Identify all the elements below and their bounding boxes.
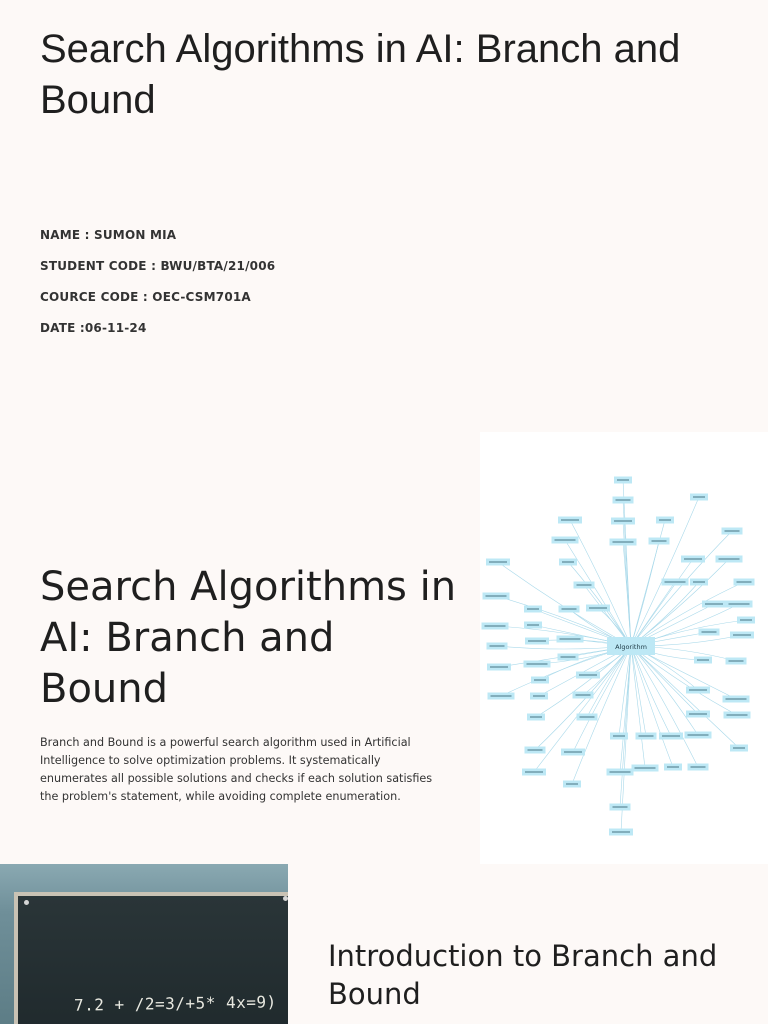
mindmap-edge — [631, 646, 671, 736]
slide1-title: Search Algorithms in AI: Branch and Bound — [40, 27, 681, 122]
mindmap-node-text — [490, 666, 508, 667]
mindmap-node-text — [733, 634, 751, 635]
mindmap-node-text — [527, 663, 548, 664]
mindmap-node-text — [689, 689, 707, 690]
mindmap-node-text — [635, 767, 656, 768]
board-pin — [24, 900, 29, 905]
mindmap-edge — [620, 646, 631, 807]
mindmap-node-text — [740, 619, 752, 620]
student-name: NAME : SUMON MIA — [40, 228, 177, 242]
mindmap-edge — [631, 646, 737, 715]
mindmap-node-text — [659, 519, 671, 520]
mindmap-edge — [565, 540, 631, 646]
mindmap-node-text — [702, 631, 717, 632]
mindmap-node-text — [527, 624, 539, 625]
course-code: COURCE CODE : OEC-CSM701A — [40, 290, 251, 304]
mindmap-node-text — [737, 581, 752, 582]
mindmap-node-text — [665, 581, 686, 582]
mindmap-node-text — [525, 771, 543, 772]
mindmap-node-text — [725, 530, 740, 531]
mindmap-center-label: Algorithm — [615, 643, 647, 651]
mindmap-node-text — [555, 539, 576, 540]
mindmap-node-text — [577, 584, 592, 585]
mindmap-node-text — [534, 679, 546, 680]
mindmap-edge — [631, 646, 645, 768]
mindmap-node-text — [684, 558, 702, 559]
mindmap-node-text — [562, 608, 577, 609]
mindmap-node-text — [688, 734, 709, 735]
mindmap-node-text — [528, 640, 546, 641]
algorithm-mindmap-image — [480, 432, 768, 864]
mindmap-node-text — [613, 541, 634, 542]
chalkboard-photo — [0, 864, 288, 1024]
mindmap-node-text — [729, 603, 750, 604]
mindmap-node-text — [613, 735, 625, 736]
date: DATE :06-11-24 — [40, 321, 147, 335]
mindmap-node-text — [667, 766, 679, 767]
slide3-title: Introduction to Branch and Bound — [328, 939, 718, 1011]
chalkboard-equation: 7.2 + /2=3/+5* 4x=9) — [73, 992, 277, 1015]
mindmap-node-text — [610, 771, 631, 772]
mindmap-node-text — [727, 714, 748, 715]
student-code: STUDENT CODE : BWU/BTA/21/006 — [40, 259, 276, 273]
mindmap-node-text — [580, 716, 595, 717]
mindmap-edge — [631, 646, 646, 736]
mindmap-node-text — [693, 496, 705, 497]
mindmap-node-text — [576, 694, 591, 695]
slide2-description: Branch and Bound is a powerful search algorithm used in Artificial Intelligence to solve optimization problems. It systematically enumerates all possible solutions and checks if each solution satisfies the problem's statement, while avoiding complete enumeration. — [40, 736, 433, 803]
mindmap-svg — [480, 432, 768, 864]
mindmap-node-text — [561, 519, 579, 520]
mindmap-node-text — [733, 747, 745, 748]
mindmap-node-text — [530, 716, 542, 717]
mindmap-node-text — [528, 749, 543, 750]
mindmap-node-text — [639, 735, 654, 736]
mindmap-node-text — [562, 561, 574, 562]
mindmap-node-text — [560, 638, 581, 639]
mindmap-node-text — [527, 608, 539, 609]
board-pin — [283, 896, 288, 901]
mindmap-node-text — [485, 625, 506, 626]
mindmap-node-text — [614, 520, 632, 521]
mindmap-edge — [631, 582, 744, 646]
mindmap-node-text — [616, 499, 631, 500]
mindmap-node-text — [726, 698, 747, 699]
mindmap-edge — [536, 646, 631, 717]
mindmap-node-text — [729, 660, 744, 661]
mindmap-node-text — [719, 558, 740, 559]
mindmap-node-text — [705, 603, 723, 604]
mindmap-node-text — [490, 645, 505, 646]
mindmap-node-text — [691, 766, 706, 767]
mindmap-node-text — [486, 595, 507, 596]
mindmap-node-text — [617, 479, 629, 480]
mindmap-node-text — [612, 831, 630, 832]
mindmap-edge — [631, 582, 699, 646]
mindmap-center-node — [607, 637, 655, 655]
mindmap-node-text — [693, 581, 705, 582]
mindmap-node-text — [697, 659, 709, 660]
mindmap-node-text — [561, 656, 576, 657]
mindmap-node-text — [613, 806, 628, 807]
mindmap-node-text — [566, 783, 578, 784]
mindmap-node-text — [579, 674, 597, 675]
mindmap-node-text — [489, 561, 507, 562]
mindmap-node-text — [533, 695, 545, 696]
mindmap-node-text — [564, 751, 582, 752]
mindmap-node-text — [491, 695, 512, 696]
mindmap-node-text — [589, 607, 607, 608]
mindmap-node-text — [652, 540, 667, 541]
student-info — [40, 226, 275, 350]
slide2-title: Search Algorithms in AI: Branch and Bound — [40, 564, 457, 712]
mindmap-node-text — [662, 735, 680, 736]
mindmap-node-text — [689, 713, 707, 714]
